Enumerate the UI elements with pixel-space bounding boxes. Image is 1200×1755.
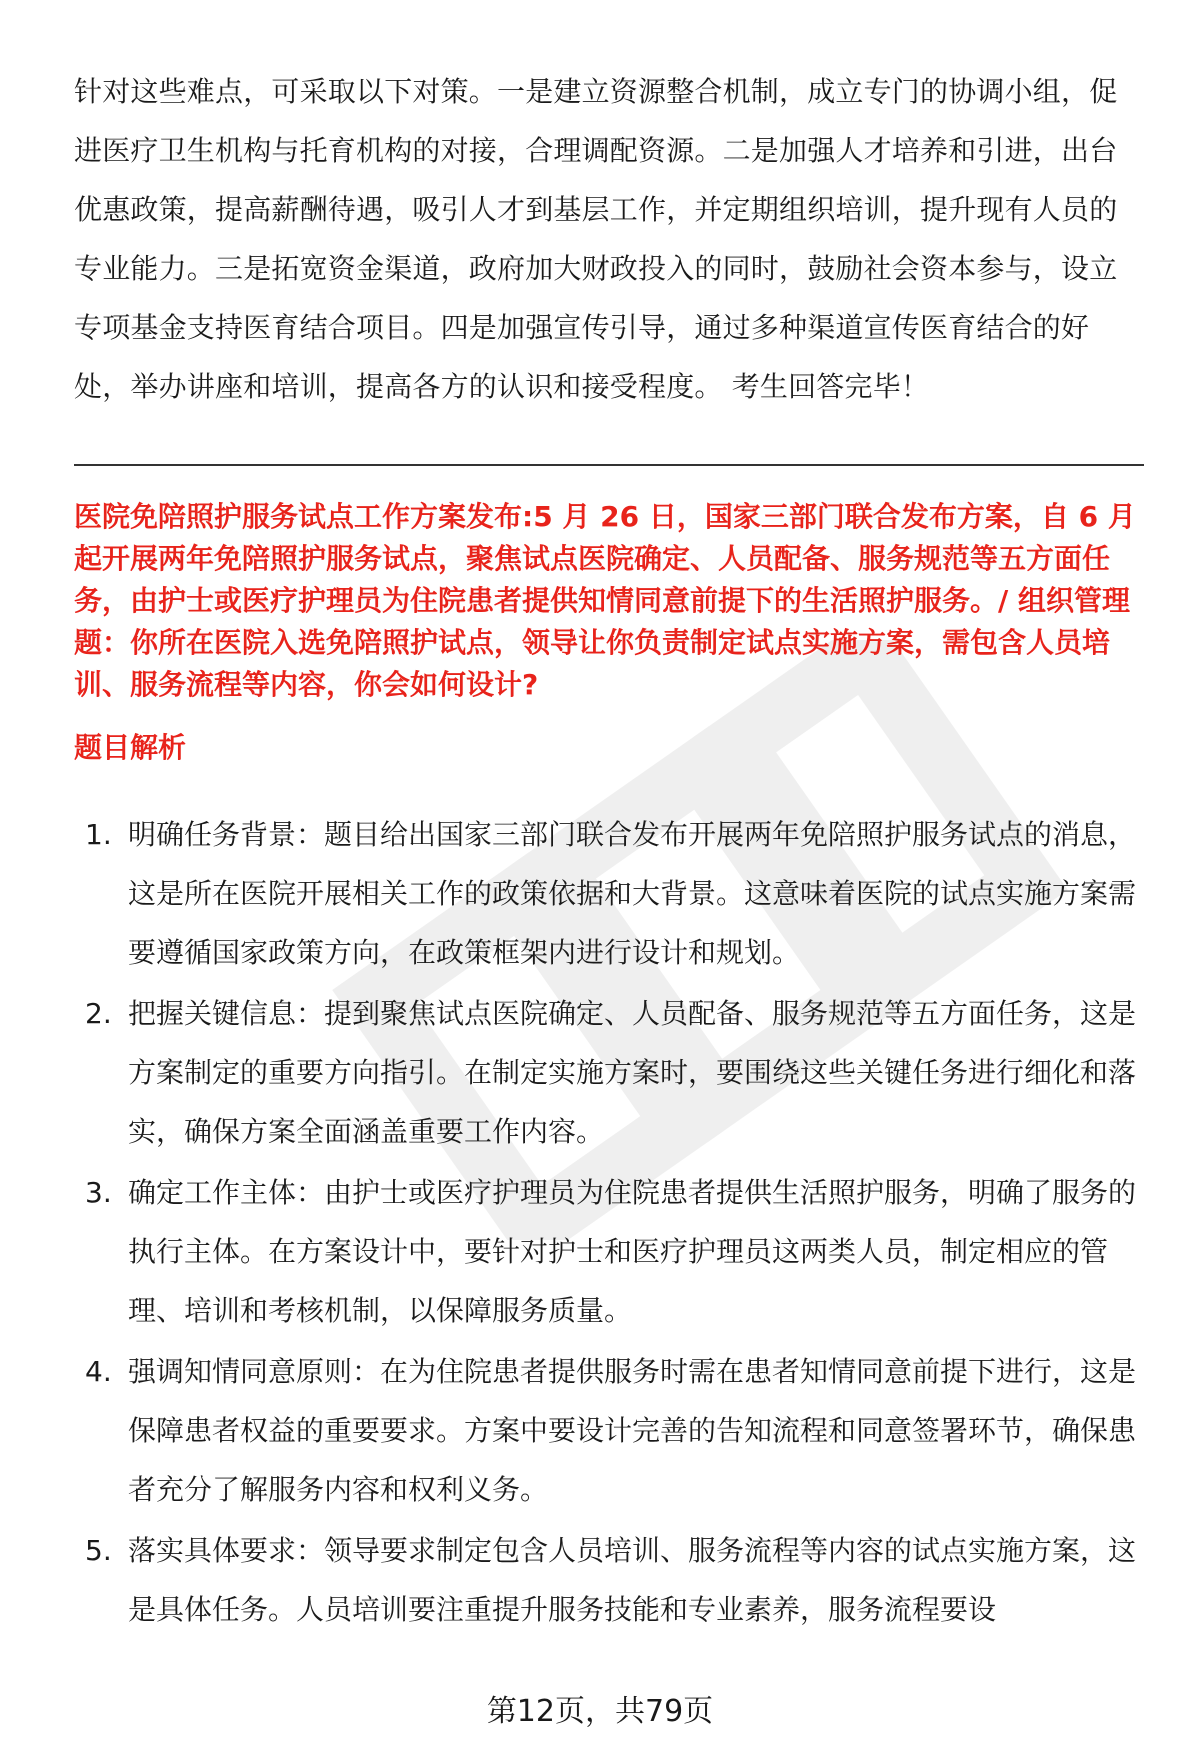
item-number: 1. (85, 818, 112, 851)
analysis-item (74, 984, 1146, 1161)
section-divider (74, 464, 1144, 466)
analysis-heading: 题目解析 (74, 731, 187, 764)
analysis-item (74, 805, 1146, 982)
item-text: 落实具体要求：领导要求制定包含人员培训、服务流程等内容的试点实施方案，这是具体任务。人员培训要注重提升服务技能和专业素养，服务流程要设 (128, 1534, 1137, 1626)
analysis-item (74, 1342, 1146, 1519)
analysis-item (74, 1163, 1146, 1340)
item-text: 强调知情同意原则：在为住院患者提供服务时需在患者知情同意前提下进行，这是保障患者权益的重要要求。方案中要设计完善的告知流程和同意签署环节，确保患者充分了解服务内容和权利义务。 (128, 1355, 1137, 1506)
item-text: 把握关键信息：提到聚焦试点医院确定、人员配备、服务规范等五方面任务，这是方案制定的重要方向指引。在制定实施方案时，要围绕这些关键任务进行细化和落实，确保方案全面涵盖重要工作内容。 (128, 997, 1137, 1148)
item-number: 3. (85, 1176, 112, 1209)
page-footer: 第12页，共79页 (486, 1694, 714, 1729)
item-text: 确定工作主体：由护士或医疗护理员为住院患者提供生活照护服务，明确了服务的执行主体。在方案设计中，要针对护士和医疗护理员这两类人员，制定相应的管理、培训和考核机制，以保障服务质量。 (128, 1176, 1137, 1327)
item-number: 4. (85, 1355, 112, 1388)
item-number: 5. (85, 1534, 112, 1567)
item-text: 明确任务背景：题目给出国家三部门联合发布开展两年免陪照护服务试点的消息，这是所在医院开展相关工作的政策依据和大背景。这意味着医院的试点实施方案需要遵循国家政策方向，在政策框架内进行设计和规划。 (128, 818, 1137, 969)
question-text: 医院免陪照护服务试点工作方案发布:5 月 26 日，国家三部门联合发布方案，自 6 月起开展两年免陪照护服务试点，聚焦试点医院确定、人员配备、服务规范等五方面任务，由护士或医疗护理员为住院患者提供知情同意前提下的生活照护服务。/ 组织管理题：你所在医院入选免陪照护试点，领导让你负责制定试点实施方案，需包含人员培训、服务流程等内容，你会如何设计? (74, 500, 1136, 701)
analysis-list (74, 805, 1146, 1641)
analysis-item (74, 1521, 1146, 1639)
answer-conclusion-paragraph: 针对这些难点，可采取以下对策。一是建立资源整合机制，成立专门的协调小组，促进医疗卫生机构与托育机构的对接，合理调配资源。二是加强人才培养和引进，出台优惠政策，提高薪酬待遇，吸引人才到基层工作，并定期组织培训，提升现有人员的专业能力。三是拓宽资金渠道，政府加大财政投入的同时，鼓励社会资本参与，设立专项基金支持医育结合项目。四是加强宣传引导，通过多种渠道宣传医育结合的好处，举办讲座和培训，提高各方的认识和接受程度。 考生回答完毕！ (74, 75, 1118, 403)
item-number: 2. (85, 997, 112, 1030)
